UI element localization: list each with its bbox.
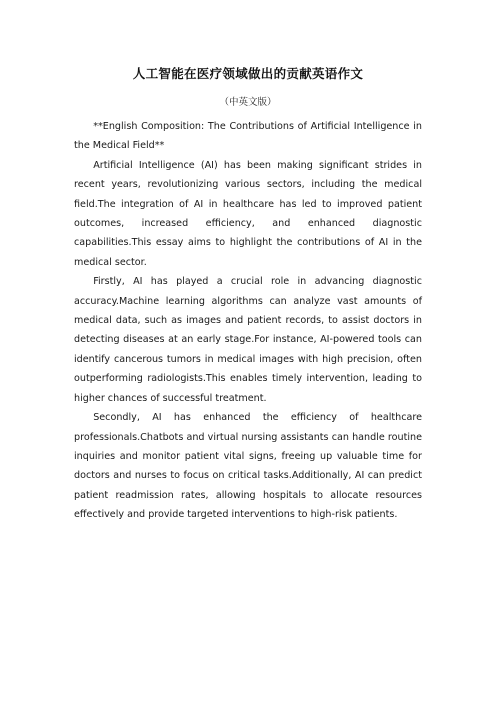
document-body (74, 117, 422, 525)
document-subtitle: （中英文版） (219, 97, 277, 108)
paragraph-intro: Artificial Intelligence (AI) has been making significant strides in recent years, revolutionizing various sectors, including the medical field.The integration of AI in healthcare has led to improved patient outcomes, increased efficiency, and enhanced diagnostic capabilities.This essay aims to highlight the contributions of AI in the medical sector. (74, 159, 422, 268)
paragraph-diagnostics: Firstly, AI has played a crucial role in advancing diagnostic accuracy.Machine learning algorithms can analyze vast amounts of medical data, such as images and patient records, to assist doctors in detecting diseases at an early stage.For instance, AI-powered tools can identify cancerous tumors in medical images with high precision, often outperforming radiologists.This enables timely intervention, leading to higher chances of successful treatment. (74, 276, 422, 404)
paragraph-efficiency: Secondly, AI has enhanced the efficiency of healthcare professionals.Chatbots and virtual nursing assistants can handle routine inquiries and monitor patient vital signs, freeing up valuable time for doctors and nurses to focus on critical tasks.Additionally, AI can predict patient readmission rates, allowing hospitals to allocate resources effectively and provide targeted interventions to high-risk patients. (74, 412, 422, 521)
document-title: 人工智能在医疗领域做出的贡献英语作文 (132, 66, 364, 81)
paragraph-heading: **English Composition: The Contributions of Artificial Intelligence in the Medical Field** (74, 121, 422, 152)
